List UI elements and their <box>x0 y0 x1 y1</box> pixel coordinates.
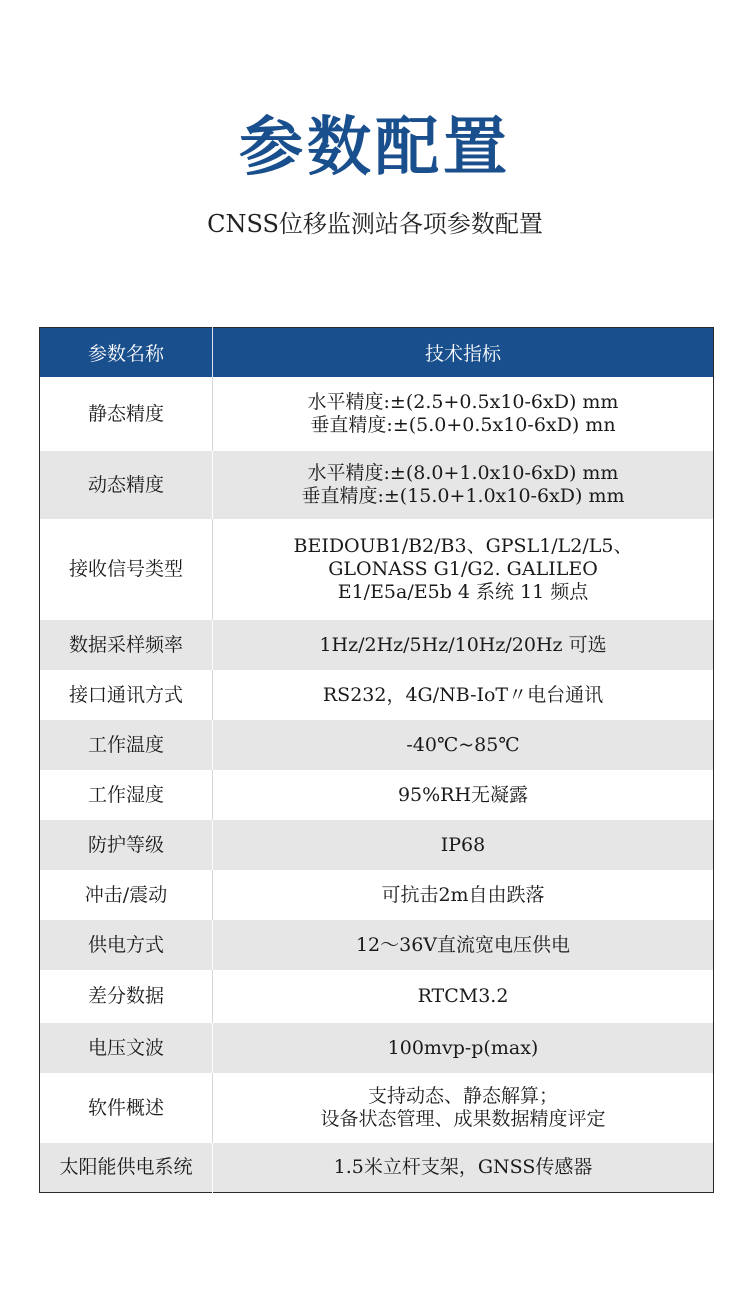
param-value: 1Hz/2Hz/5Hz/10Hz/20Hz 可选 <box>213 620 714 670</box>
param-name: 太阳能供电系统 <box>40 1143 213 1192</box>
param-value: RTCM3.2 <box>213 970 714 1023</box>
param-value-line: 水平精度:±(8.0+1.0x10-6xD) mm <box>307 462 619 484</box>
spec-table <box>39 327 714 1193</box>
param-value: RS232，4G/NB-IoT〃电台通讯 <box>213 670 714 720</box>
param-name: 接口通讯方式 <box>40 670 213 720</box>
table-row <box>40 820 714 870</box>
table-row <box>40 970 714 1023</box>
param-value-line: GLONASS G1/G2. GALILEO <box>328 558 598 580</box>
table-row <box>40 377 714 451</box>
table-row <box>40 1073 714 1143</box>
param-name: 动态精度 <box>40 451 213 519</box>
param-name: 工作湿度 <box>40 770 213 820</box>
table-row <box>40 620 714 670</box>
table-row <box>40 519 714 620</box>
param-value: 100mvp-p(max) <box>213 1023 714 1073</box>
param-value: 95%RH无凝露 <box>213 770 714 820</box>
param-name: 工作温度 <box>40 720 213 770</box>
param-value-line: 水平精度:±(2.5+0.5x10-6xD) mm <box>307 391 619 413</box>
param-value-line: E1/E5a/E5b 4 系统 11 频点 <box>337 581 589 603</box>
param-name: 冲击/震动 <box>40 870 213 920</box>
param-value <box>213 519 714 620</box>
param-value <box>213 451 714 519</box>
param-name: 供电方式 <box>40 920 213 970</box>
page-subtitle: CNSS位移监测站各项参数配置 <box>207 210 543 238</box>
table-row <box>40 1143 714 1192</box>
param-value <box>213 377 714 451</box>
column-header-param-name: 参数名称 <box>40 328 213 378</box>
param-value: -40℃~85℃ <box>213 720 714 770</box>
param-value-line: 垂直精度:±(15.0+1.0x10-6xD) mm <box>301 485 625 507</box>
param-name: 数据采样频率 <box>40 620 213 670</box>
param-value: IP68 <box>213 820 714 870</box>
table-header-row <box>40 328 714 378</box>
table-row <box>40 720 714 770</box>
param-name: 电压文波 <box>40 1023 213 1073</box>
param-value-line: 垂直精度:±(5.0+0.5x10-6xD) mn <box>310 414 616 436</box>
param-value-line: BEIDOUB1/B2/B3、GPSL1/L2/L5、 <box>293 535 633 557</box>
param-value: 可抗击2m自由跌落 <box>213 870 714 920</box>
param-name: 差分数据 <box>40 970 213 1023</box>
param-name: 接收信号类型 <box>40 519 213 620</box>
table-row <box>40 670 714 720</box>
param-value: 12～36V直流宽电压供电 <box>213 920 714 970</box>
column-header-spec: 技术指标 <box>213 328 714 378</box>
param-name: 软件概述 <box>40 1073 213 1143</box>
param-name: 防护等级 <box>40 820 213 870</box>
param-name: 静态精度 <box>40 377 213 451</box>
table-row <box>40 1023 714 1073</box>
param-value-line: 支持动态、静态解算； <box>367 1085 558 1107</box>
page-title: 参数配置 <box>239 110 511 185</box>
param-value-line: 设备状态管理、成果数据精度评定 <box>320 1108 606 1130</box>
table-row <box>40 770 714 820</box>
param-value <box>213 1073 714 1143</box>
table-row <box>40 920 714 970</box>
table-row <box>40 870 714 920</box>
table-row <box>40 451 714 519</box>
param-value: 1.5米立杆支架，GNSS传感器 <box>213 1143 714 1192</box>
